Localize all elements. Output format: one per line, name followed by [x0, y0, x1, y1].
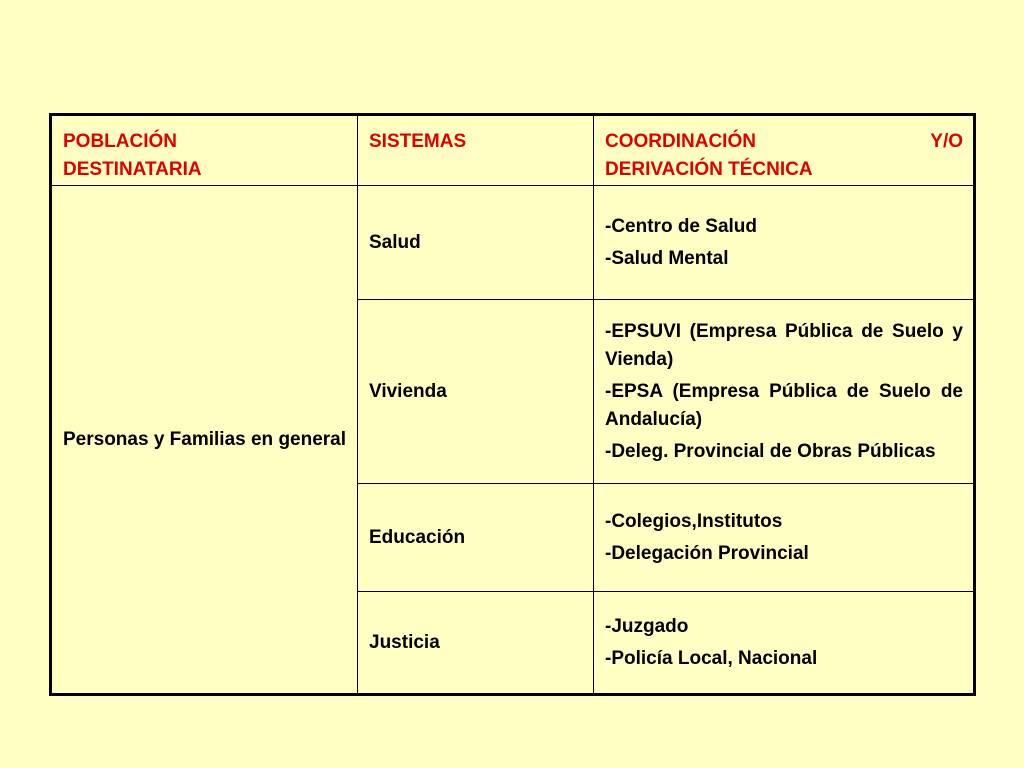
coordination-cell — [594, 592, 975, 695]
coordination-item: -EPSUVI (Empresa Pública de Suelo y Vienda) — [605, 320, 963, 370]
header-col1-line1: POBLACIÓN — [63, 131, 177, 152]
coordination-item: -Deleg. Provincial de Obras Públicas — [605, 440, 936, 462]
header-poblacion-destinataria — [51, 115, 358, 186]
system-cell: Vivienda — [358, 300, 594, 484]
coordination-item: -Centro de Salud — [605, 215, 758, 237]
header-col3-line2: DERIVACIÓN TÉCNICA — [605, 159, 813, 180]
population-text: Personas y Familias en general — [63, 428, 347, 450]
system-cell: Educación — [358, 484, 594, 592]
population-cell — [51, 186, 358, 695]
coordination-cell — [594, 300, 975, 484]
system-cell: Justicia — [358, 592, 594, 695]
coordination-cell — [594, 484, 975, 592]
coordination-item: -Salud Mental — [605, 247, 729, 269]
coordination-table — [49, 113, 976, 696]
system-cell: Salud — [358, 186, 594, 300]
table-header-row — [51, 115, 975, 186]
header-sistemas: SISTEMAS — [358, 115, 594, 186]
coordination-item: -Delegación Provincial — [605, 542, 809, 564]
table-row — [51, 186, 975, 300]
header-col3-line1-left: COORDINACIÓN — [605, 131, 756, 152]
header-col1-line2: DESTINATARIA — [63, 159, 202, 180]
header-coordinacion — [594, 115, 975, 186]
coordination-item: -EPSA (Empresa Pública de Suelo de Andalucía) — [605, 380, 963, 430]
coordination-cell — [594, 186, 975, 300]
header-col3-line1-right: Y/O — [930, 131, 963, 152]
coordination-item: -Policía Local, Nacional — [605, 647, 818, 669]
coordination-item: -Juzgado — [605, 615, 689, 637]
coordination-item: -Colegios,Institutos — [605, 510, 783, 532]
